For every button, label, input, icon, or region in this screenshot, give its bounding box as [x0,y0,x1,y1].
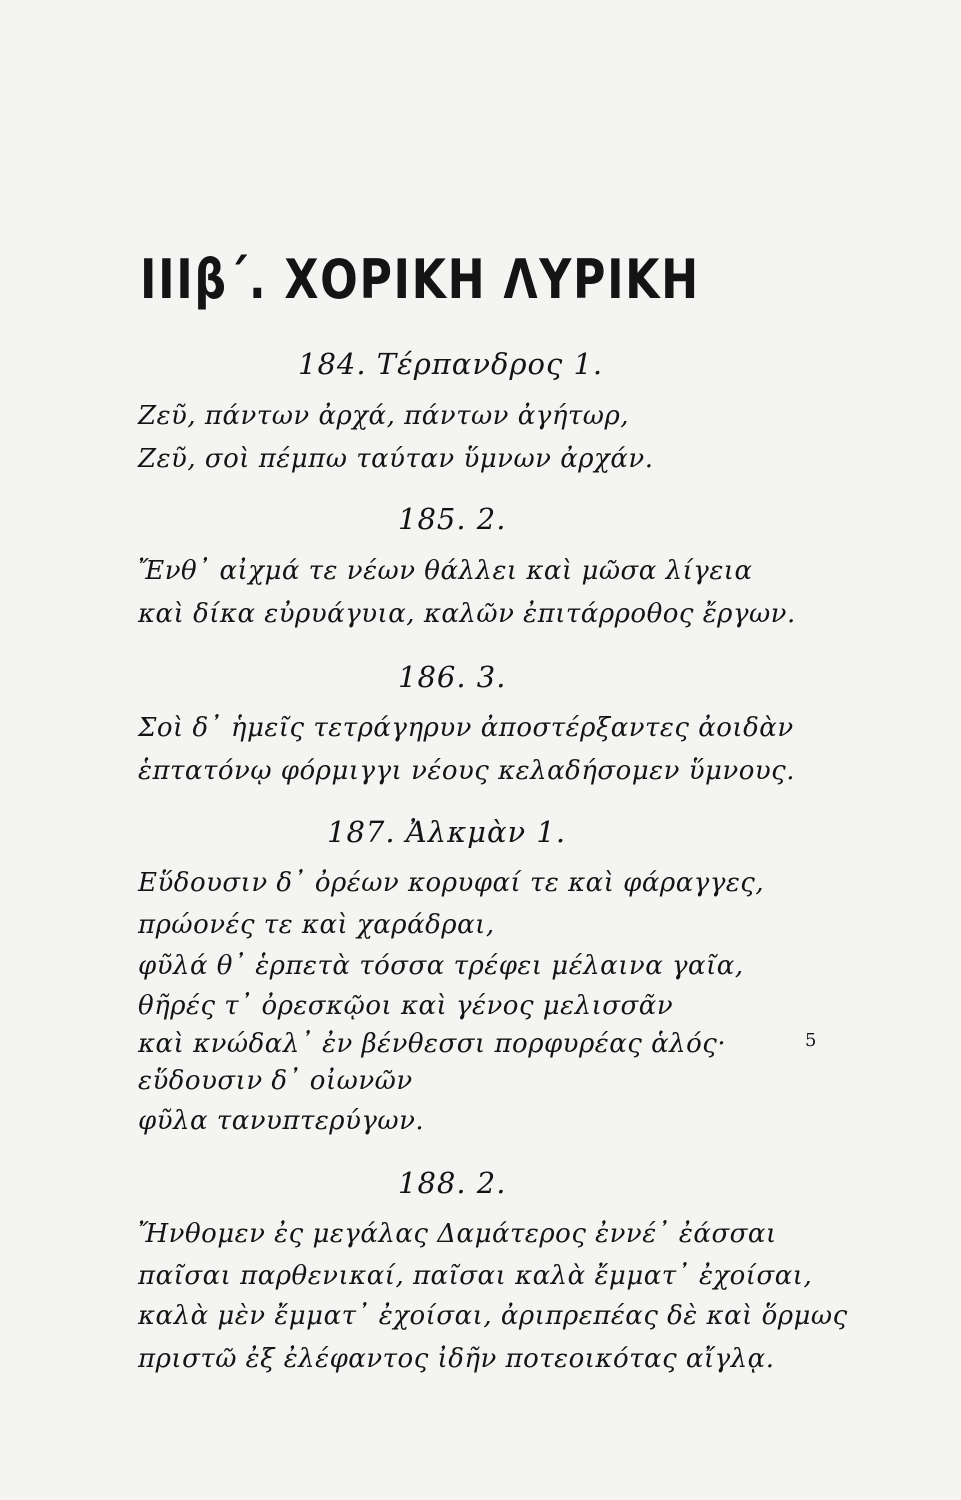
verse-line: καὶ δίκα εὐρυάγυια, καλῶν ἐπιτάρροθος ἔργων. [138,599,796,629]
verse-line: πρώονές τε καὶ χαράδραι, [138,910,495,940]
verse-line: ἑπτατόνῳ φόρμιγγι νέους κελαδήσομεν ὕμνους. [138,756,795,786]
fragment-heading-186: 186. 3. [398,660,507,694]
verse-line: Εὕδουσιν δ᾽ ὀρέων κορυφαί τε καὶ φάραγγες, [138,868,765,898]
verse-line: Ἤνθομεν ἐς μεγάλας Δαμάτερος ἐννέ᾽ ἐάσσαι [138,1219,777,1249]
verse-line: φῦλα τανυπτερύγων. [138,1106,425,1136]
verse-line: παῖσαι παρθενικαί, παῖσαι καλὰ ἔμματ᾽ ἐχοίσαι, [138,1261,813,1291]
verse-line: καὶ κνώδαλ᾽ ἐν βένθεσσι πορφυρέας ἁλός· [138,1029,727,1059]
verse-line: καλὰ μὲν ἔμματ᾽ ἐχοίσαι, ἀριπρεπέας δὲ καὶ ὅρμως [138,1301,848,1331]
verse-line: Ζεῦ, πάντων ἀρχά, πάντων ἀγήτωρ, [138,401,630,431]
line-number-marker: 5 [805,1030,817,1051]
section-title: IIIβ΄. ΧΟΡΙΚΗ ΛΥΡΙΚΗ [140,248,700,311]
verse-line: Ζεῦ, σοὶ πέμπω ταύταν ὕμνων ἀρχάν. [138,444,654,474]
verse-line: εὕδουσιν δ᾽ οἰωνῶν [138,1066,413,1096]
fragment-heading-187: 187. Ἀλκμὰν 1. [327,815,567,849]
fragment-heading-184: 184. Τέρπανδρος 1. [298,347,604,381]
fragment-heading-188: 188. 2. [398,1166,507,1200]
verse-line: πριστῶ ἐξ ἐλέφαντος ἰδῆν ποτεοικότας αἴγλᾳ. [138,1344,775,1374]
verse-line: θῆρές τ᾽ ὀρεσκῷοι καὶ γένος μελισσᾶν [138,991,674,1021]
fragment-heading-185: 185. 2. [398,502,507,536]
verse-line: Ἔνθ᾽ αἰχμά τε νέων θάλλει καὶ μῶσα λίγεια [138,556,753,586]
verse-line: Σοὶ δ᾽ ἡμεῖς τετράγηρυν ἀποστέρξαντες ἀοιδὰν [138,713,794,743]
verse-line: φῦλά θ᾽ ἑρπετὰ τόσσα τρέφει μέλαινα γαῖα, [138,951,744,981]
